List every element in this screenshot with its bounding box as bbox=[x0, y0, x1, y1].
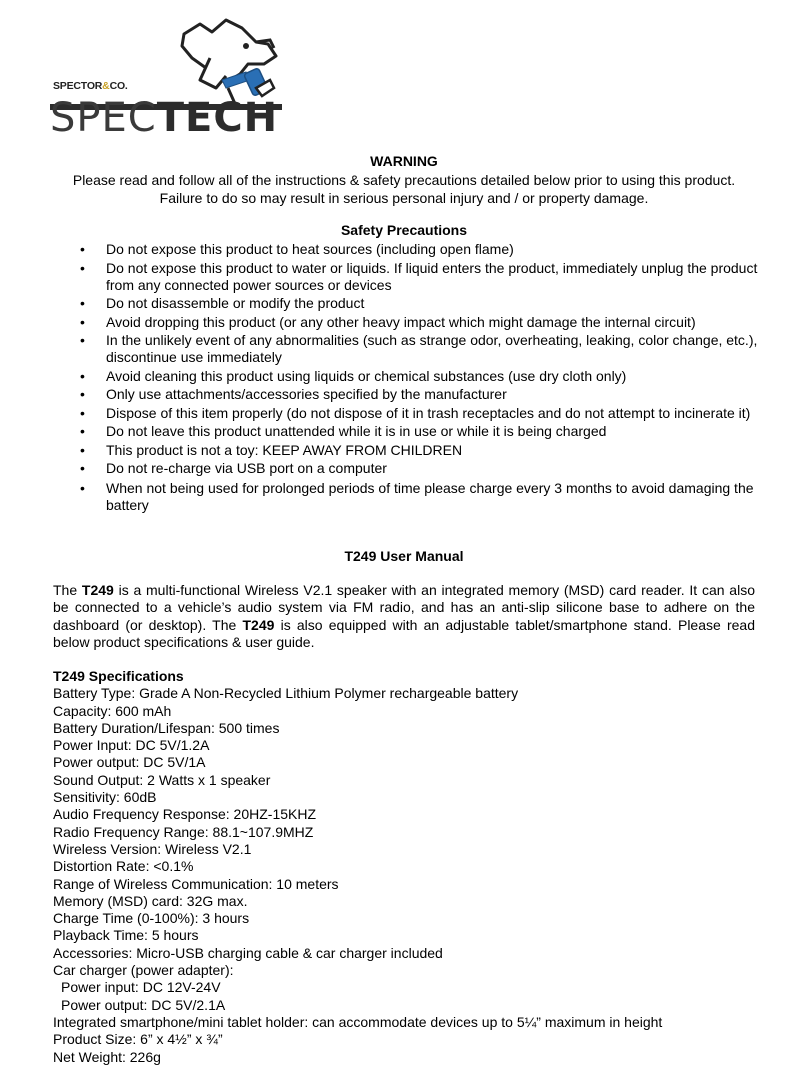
spec-row: Audio Frequency Response: 20HZ-15KHZ bbox=[53, 806, 317, 823]
spec-row: Battery Type: Grade A Non-Recycled Lithium Polymer rechargeable battery bbox=[53, 685, 519, 702]
spec-row: Battery Duration/Lifespan: 500 times bbox=[53, 719, 280, 736]
list-item: • Do not re-charge via USB port on a computer bbox=[78, 460, 768, 477]
intro-paragraph: The T249 is a multi-functional Wireless V2.1 speaker with an integrated memory (MSD) card reader. It can also be connected to a vehicle’s audio system via FM radio, and has an anti-slip silicone base to adhere on the dashboard (or desktop). The T249 is also equipped with an adjustable tablet/smartphone stand. Please read below product specifications & user guide. bbox=[53, 582, 755, 650]
list-item: • Do not expose this product to water or liquids. If liquid enters the product, immediately unplug the product from any connected power sources or devices bbox=[78, 260, 768, 294]
spec-row: Car charger (power adapter): bbox=[53, 962, 234, 979]
list-item: • In the unlikely event of any abnormalities (such as strange odor, overheating, leaking, color change, etc.), discontinue use immediately bbox=[78, 332, 768, 366]
spec-row: Power input: DC 12V-24V bbox=[61, 979, 221, 996]
safety-precautions-title: Safety Precautions bbox=[340, 222, 468, 238]
spector-co-wordmark: SPECTOR&CO. bbox=[53, 80, 128, 92]
specifications-section bbox=[53, 668, 773, 1066]
specifications-title: T249 Specifications bbox=[53, 668, 184, 684]
spec-row: Product Size: 6” x 4½” x ¾” bbox=[53, 1031, 223, 1048]
spectech-wordmark: SPECTECH bbox=[50, 95, 279, 141]
list-item: • Avoid dropping this product (or any other heavy impact which might damage the internal circuit) bbox=[78, 314, 768, 331]
spectech-logo bbox=[50, 18, 282, 140]
spec-row: Capacity: 600 mAh bbox=[53, 702, 172, 719]
warning-title: WARNING bbox=[370, 153, 438, 169]
user-manual-title: T249 User Manual bbox=[344, 548, 464, 564]
list-item: • Do not disassemble or modify the product bbox=[78, 295, 768, 312]
spec-row: Net Weight: 226g bbox=[53, 1048, 161, 1065]
spec-row: Power Input: DC 5V/1.2A bbox=[53, 737, 210, 754]
spec-row: Power output: DC 5V/2.1A bbox=[61, 996, 226, 1013]
warning-text: Please read and follow all of the instructions & safety precautions detailed below prior to using this product. Failure to do so may result in serious personal injury and / or property damage. bbox=[72, 172, 736, 206]
list-item: • When not being used for prolonged periods of time please charge every 3 months to avoid damaging the battery bbox=[78, 480, 768, 514]
list-item: • Avoid cleaning this product using liquids or chemical substances (use dry cloth only) bbox=[78, 368, 768, 385]
list-item: • Dispose of this item properly (do not dispose of it in trash receptacles and do not attempt to incinerate it) bbox=[78, 405, 768, 422]
spec-row: Power output: DC 5V/1A bbox=[53, 754, 206, 771]
spec-row: Integrated smartphone/mini tablet holder: can accommodate devices up to 5¼” maximum in height bbox=[53, 1013, 663, 1030]
spec-row: Sensitivity: 60dB bbox=[53, 789, 157, 806]
spec-row: Charge Time (0-100%): 3 hours bbox=[53, 910, 250, 927]
spec-row: Sound Output: 2 Watts x 1 speaker bbox=[53, 771, 271, 788]
spec-row: Radio Frequency Range: 88.1~107.9MHZ bbox=[53, 823, 314, 840]
spec-row: Wireless Version: Wireless V2.1 bbox=[53, 840, 252, 857]
safety-precautions-list bbox=[78, 241, 768, 515]
list-item: • Only use attachments/accessories specified by the manufacturer bbox=[78, 386, 768, 403]
list-item: • This product is not a toy: KEEP AWAY FROM CHILDREN bbox=[78, 442, 768, 459]
spec-row: Distortion Rate: <0.1% bbox=[53, 858, 194, 875]
list-item: • Do not expose this product to heat sources (including open flame) bbox=[78, 241, 768, 258]
list-item: • Do not leave this product unattended while it is in use or while it is being charged bbox=[78, 423, 768, 440]
spec-row: Memory (MSD) card: 32G max. bbox=[53, 892, 248, 909]
spec-row: Range of Wireless Communication: 10 meters bbox=[53, 875, 339, 892]
spec-row: Playback Time: 5 hours bbox=[53, 927, 199, 944]
spec-row: Accessories: Micro-USB charging cable & car charger included bbox=[53, 944, 443, 961]
